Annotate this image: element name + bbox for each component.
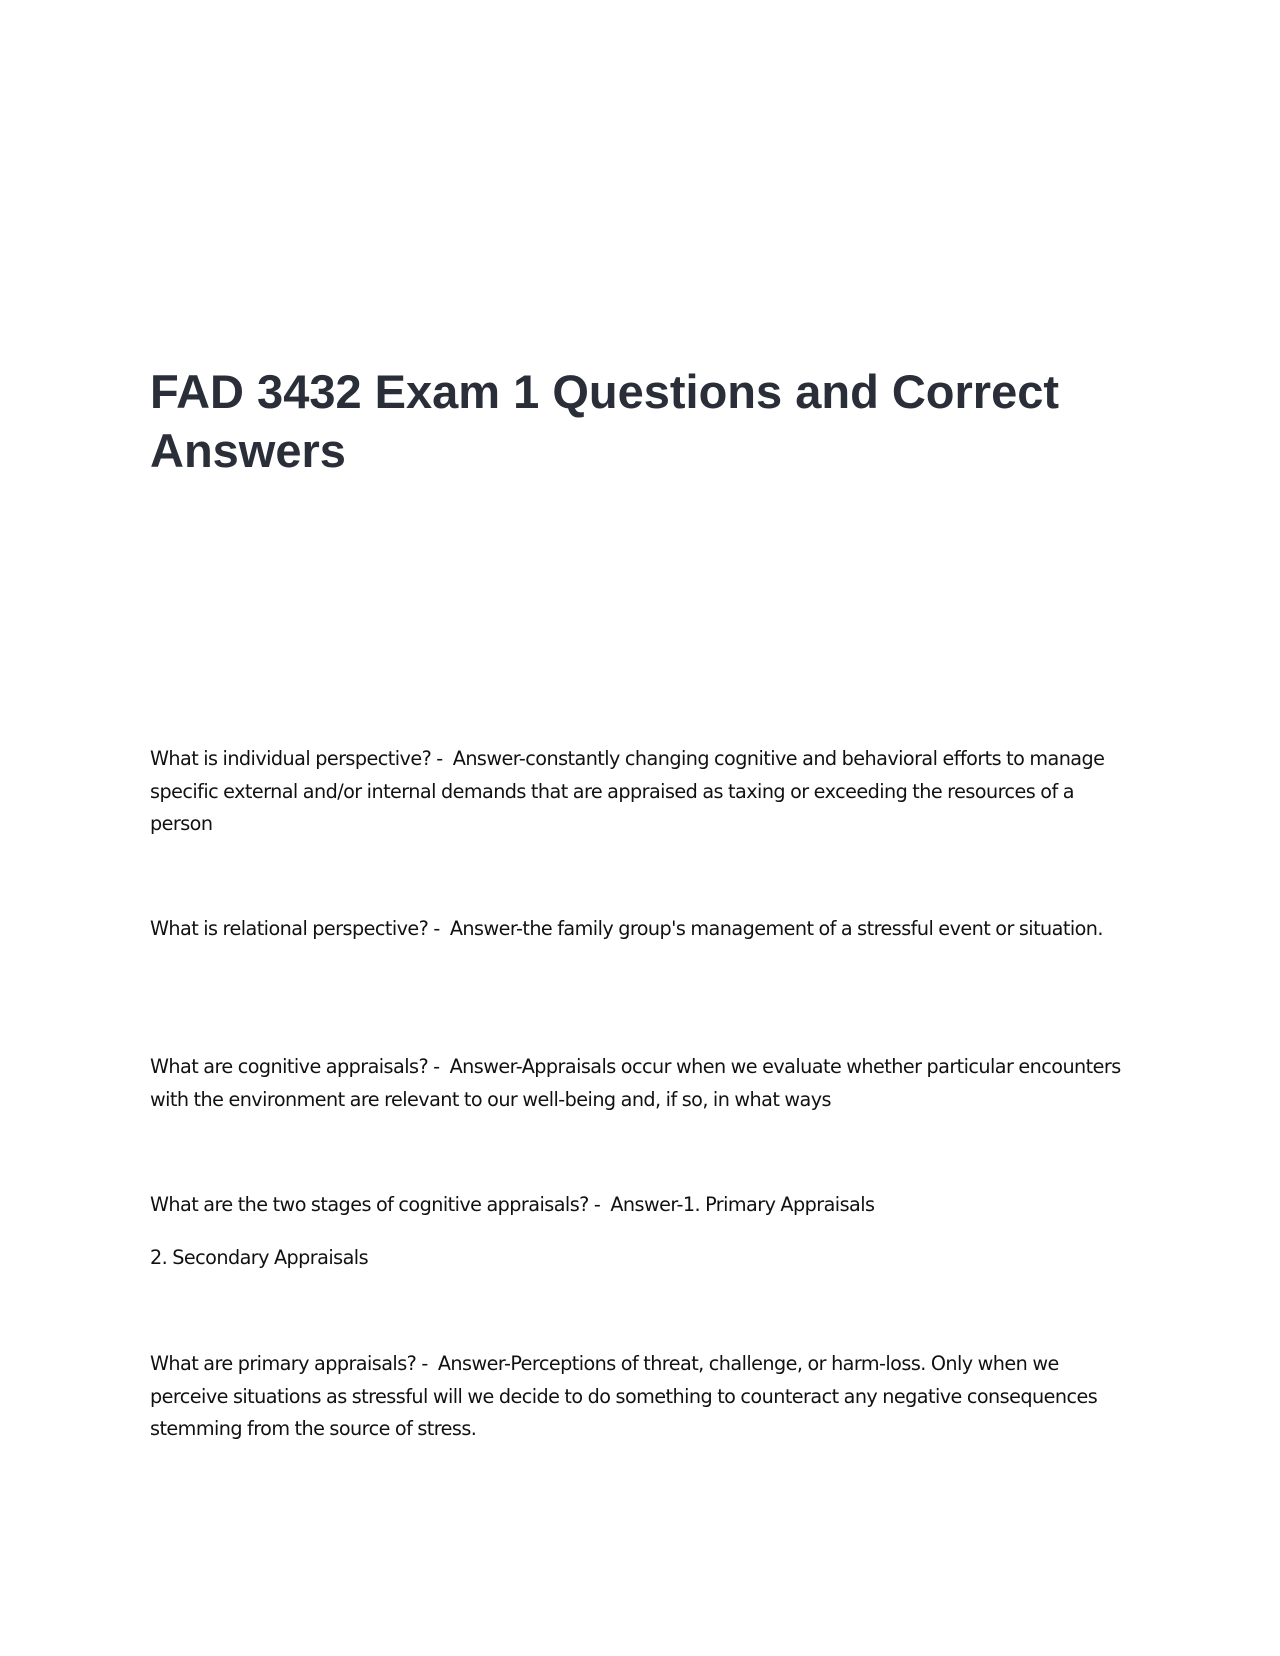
separator: - bbox=[428, 1055, 450, 1078]
qa-item-two-stages bbox=[150, 1189, 1140, 1222]
separator: - bbox=[431, 747, 453, 770]
qa-item-two-stages-continuation bbox=[150, 1242, 1140, 1275]
separator: - bbox=[416, 1352, 438, 1375]
answer-continuation-text: 2. Secondary Appraisals bbox=[150, 1246, 369, 1269]
document-title: FAD 3432 Exam 1 Questions and Correct Answers bbox=[150, 365, 1059, 477]
answer-text: Answer-Perceptions of threat, challenge, or harm-loss. Only when we perceive situations as stressful will we decide to do something to counteract any negative consequences stemming from the source of stress. bbox=[150, 1352, 1098, 1440]
separator: - bbox=[588, 1193, 611, 1216]
answer-text: Answer-the family group's management of a stressful event or situation. bbox=[449, 917, 1103, 940]
question-text: What is relational perspective? bbox=[150, 917, 429, 940]
qa-item-cognitive-appraisals bbox=[150, 1051, 1140, 1116]
answer-text: Answer-1. Primary Appraisals bbox=[610, 1193, 875, 1216]
answer-text: Answer-Appraisals occur when we evaluate whether particular encounters with the environment are relevant to our well-being and, if so, in what ways bbox=[150, 1055, 1121, 1111]
question-text: What are primary appraisals? bbox=[150, 1352, 417, 1375]
qa-item-relational-perspective bbox=[150, 913, 1140, 946]
qa-item-individual-perspective bbox=[150, 743, 1140, 841]
answer-text: Answer-constantly changing cognitive and behavioral efforts to manage specific external and/or internal demands that are appraised as taxing or exceeding the resources of a person bbox=[150, 747, 1105, 835]
question-text: What is individual perspective? bbox=[150, 747, 432, 770]
separator: - bbox=[428, 917, 450, 940]
question-text: What are the two stages of cognitive appraisals? bbox=[150, 1193, 589, 1216]
qa-item-primary-appraisals bbox=[150, 1348, 1140, 1446]
question-text: What are cognitive appraisals? bbox=[150, 1055, 429, 1078]
